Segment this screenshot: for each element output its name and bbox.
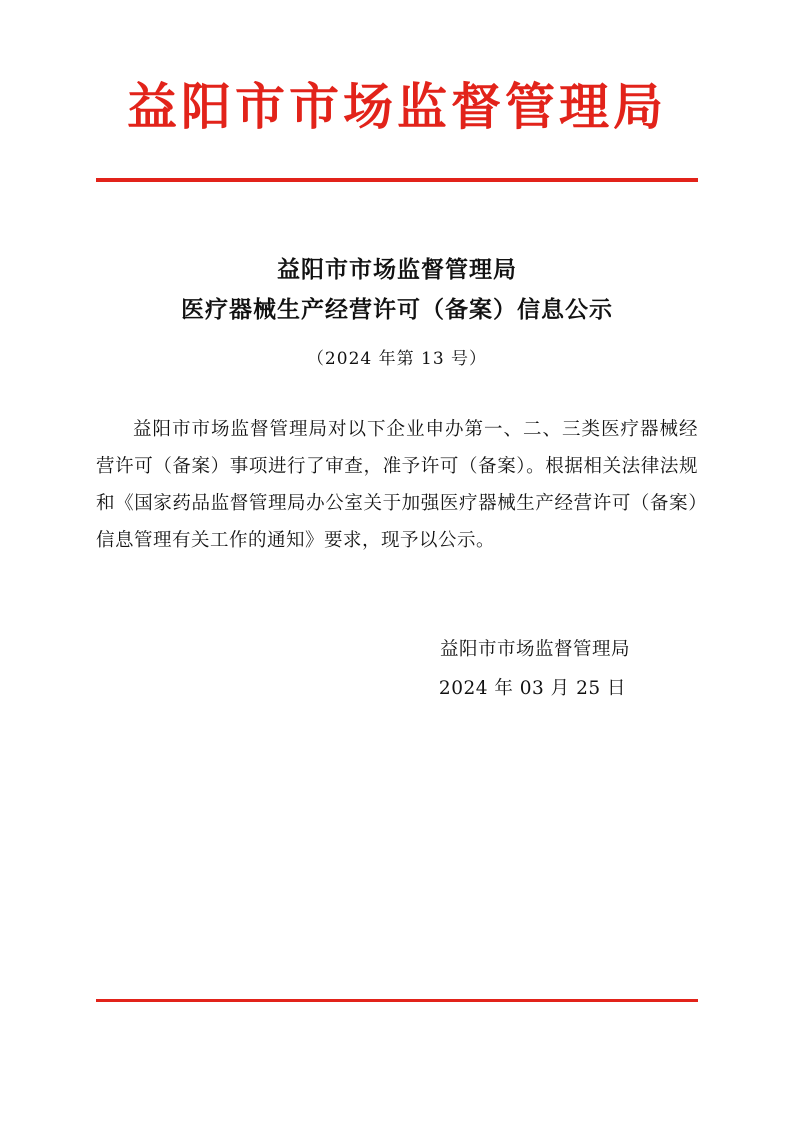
signature-date: 2024 年 03 月 25 日 (438, 677, 626, 699)
document-title-line-2: 医疗器械生产经营许可（备案）信息公示 (181, 296, 613, 323)
signature-block (96, 631, 698, 709)
footer-divider-rule (96, 999, 698, 1002)
document-body (96, 411, 698, 559)
header-divider-rule (96, 178, 698, 182)
body-paragraph: 益阳市市场监督管理局对以下企业申办第一、二、三类医疗器械经营许可（备案）事项进行了审查，准予许可（备案）。根据相关法律法规和《国家药品监督管理局办公室关于加强医疗器械生产经营许可（备案）信息管理有关工作的通知》要求，现予以公示。 (96, 419, 698, 551)
masthead (96, 0, 698, 136)
document-title-block (96, 250, 698, 370)
document-title-line-1: 益阳市市场监督管理局 (277, 256, 517, 283)
document-number: （2024 年第 13 号） (306, 349, 488, 369)
signature-organization: 益阳市市场监督管理局 (439, 639, 630, 660)
issuing-authority-title: 益阳市市场监督管理局 (127, 77, 667, 136)
